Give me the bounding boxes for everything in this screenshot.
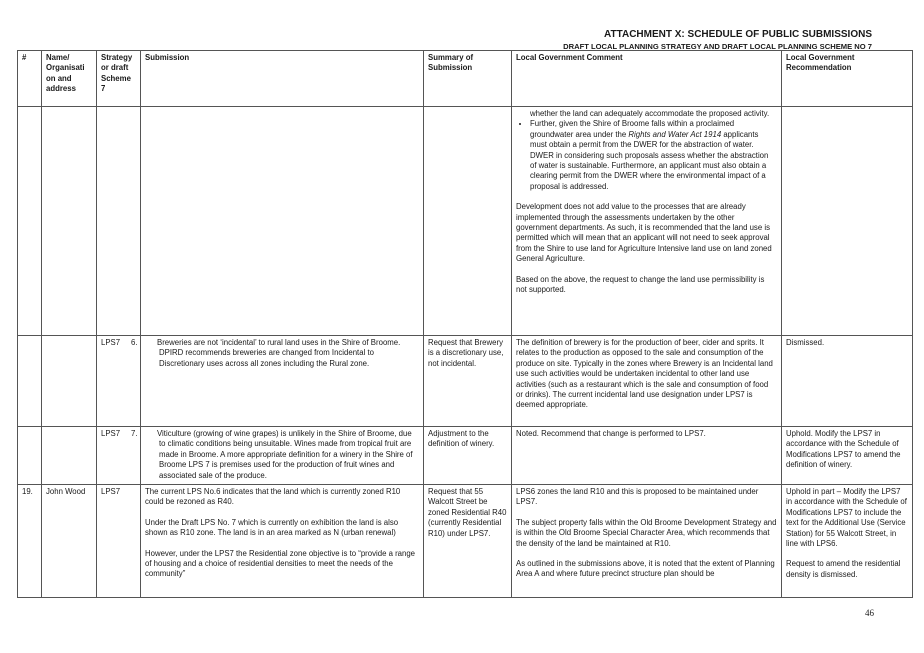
cell-comment: The definition of brewery is for the production of beer, cider and sprits. It relates to the production as opposed to the sale and consumption of the produce on site. Typically in the zones where Brewery is an Incidental land use such activities would be undertaken incidental to other land use activities (such as a restaurant which is the sale and consumption of food or drinks). The current incidental land use designation under LPS7 is deemed appropriate.: [512, 336, 782, 427]
recommendation-text: Uphold in part – Modify the LPS7 in accordance with the Schedule of Modifications LPS7 to include the text for the Additional Use (Service Station) for 55 Walcott Street, in line with LPS6.: [786, 487, 907, 549]
cell-submission: [141, 485, 424, 598]
comment-text: The subject property falls within the Old Broome Development Strategy and is within the Old Broome Special Character Area, which recommends that the density of the land be maintained at R10.: [516, 517, 777, 548]
table-row: [18, 485, 913, 598]
cell-recommendation: [782, 107, 913, 336]
comment-text: Development does not add value to the processes that are already implemented through the assessments undertaken by the other government departments. As such, it is recommended that the land use is permitted which will mean that an applicant will not need to seek approval from the Shire to use land for Agriculture Intensive land use on land zoned General Agriculture.: [516, 202, 772, 264]
table-row: [18, 107, 913, 336]
cell-summary: Adjustment to the definition of winery.: [424, 427, 512, 485]
cell-submission: [131, 336, 424, 427]
col-header-comment: Local Government Comment: [512, 51, 782, 107]
cell-name: John Wood: [42, 485, 97, 598]
submission-text: The current LPS No.6 indicates that the land which is currently zoned R10 could be rezoned as R40.: [145, 487, 401, 507]
col-header-submission: Submission: [141, 51, 424, 107]
submission-item: 6. Breweries are not ‘incidental’ to rural land uses in the Shire of Broome. DPIRD recommends breweries are changed from Incidental to Discretionary uses across all zones including the Rural zone.: [131, 338, 401, 368]
cell-comment: [512, 107, 782, 336]
cell-recommendation: [782, 485, 913, 598]
comment-text: As outlined in the submissions above, it is noted that the extent of Planning Area A and where future precinct structure plan should be: [516, 559, 775, 579]
col-header-number: #: [18, 51, 42, 107]
col-header-summary: Summary of Submission: [424, 51, 512, 107]
recommendation-text: Request to amend the residential density is dismissed.: [786, 559, 901, 579]
submission-text: However, under the LPS7 the Residential zone objective is to “provide a range of housing and a choice of residential densities to meet the needs of the community”: [145, 548, 416, 579]
table-row: [18, 336, 913, 427]
cell-number: [18, 427, 42, 485]
cell-number: [18, 107, 42, 336]
cell-strategy: LPS7: [97, 427, 141, 485]
col-header-recommendation: Local Government Recommendation: [782, 51, 913, 107]
cell-number: [18, 336, 42, 427]
submission-text: Under the Draft LPS No. 7 which is currently on exhibition the land is also shown as R10 zone. The land is in an area marked as N (urban renewal): [145, 517, 399, 538]
col-header-strategy: Strategy or draft Scheme 7: [97, 51, 141, 107]
cell-strategy: LPS7: [97, 485, 141, 598]
cell-name: [42, 336, 97, 427]
cell-comment: Noted. Recommend that change is performed to LPS7.: [512, 427, 782, 485]
submissions-table: [17, 50, 913, 598]
cell-name: [42, 427, 97, 485]
document-subtitle: DRAFT LOCAL PLANNING STRATEGY AND DRAFT LOCAL PLANNING SCHEME NO 7: [563, 42, 872, 51]
cell-summary: [424, 107, 512, 336]
cell-recommendation: Dismissed.: [782, 336, 913, 427]
table-header-row: [18, 51, 913, 107]
cell-comment: [512, 485, 782, 598]
col-header-name: Name/ Organisati on and address: [42, 51, 97, 107]
cell-recommendation: Uphold. Modify the LPS7 in accordance with the Schedule of Modifications LPS7 to amend the definition of winery.: [782, 427, 913, 485]
cell-summary: Request that Brewery is a discretionary use, not incidental.: [424, 336, 512, 427]
act-name: Rights and Water Act 1914: [628, 129, 722, 139]
cell-name: [42, 107, 97, 336]
cell-summary: Request that 55 Walcott Street be zoned Residential R40 (currently Residential R10) under LPS7.: [424, 485, 512, 598]
comment-text: whether the land can adequately accommodate the proposed activity.: [530, 109, 770, 118]
table-row: [18, 427, 913, 485]
comment-text: LPS6 zones the land R10 and this is proposed to be maintained under LPS7.: [516, 487, 759, 507]
page-number: 46: [865, 608, 874, 618]
comment-bullet-list: [516, 119, 777, 192]
document-title: ATTACHMENT X: SCHEDULE OF PUBLIC SUBMISSIONS: [604, 29, 872, 40]
comment-text: Based on the above, the request to change the land use permissibility is not supported.: [516, 274, 765, 295]
submission-item: 7. Viticulture (growing of wine grapes) is unlikely in the Shire of Broome, due to climatic conditions being unsuitable. Wines made from tropical fruit are made in Broome. A more appropriate definition for a winery in the Shire of Broome LPS 7 is premises used for the production of fruit wines and associated sale of the produce.: [131, 429, 413, 480]
cell-submission: [141, 107, 424, 336]
cell-number: 19.: [18, 485, 42, 598]
list-item: • Further, given the Shire of Broome falls within a proclaimed groundwater area under the Rights and Water Act 1914 applicants must obtain a permit from the DWER for the abstraction of water. DWER in considering such proposals assess whether the abstraction of water is sustainable. Furthermore, an applicant must also obtain a clearing permit from the DWER where the environmental impact of a proposal is addressed.: [530, 119, 777, 192]
cell-strategy: LPS7: [97, 336, 141, 427]
cell-strategy: [97, 107, 141, 336]
cell-submission: [131, 427, 424, 485]
